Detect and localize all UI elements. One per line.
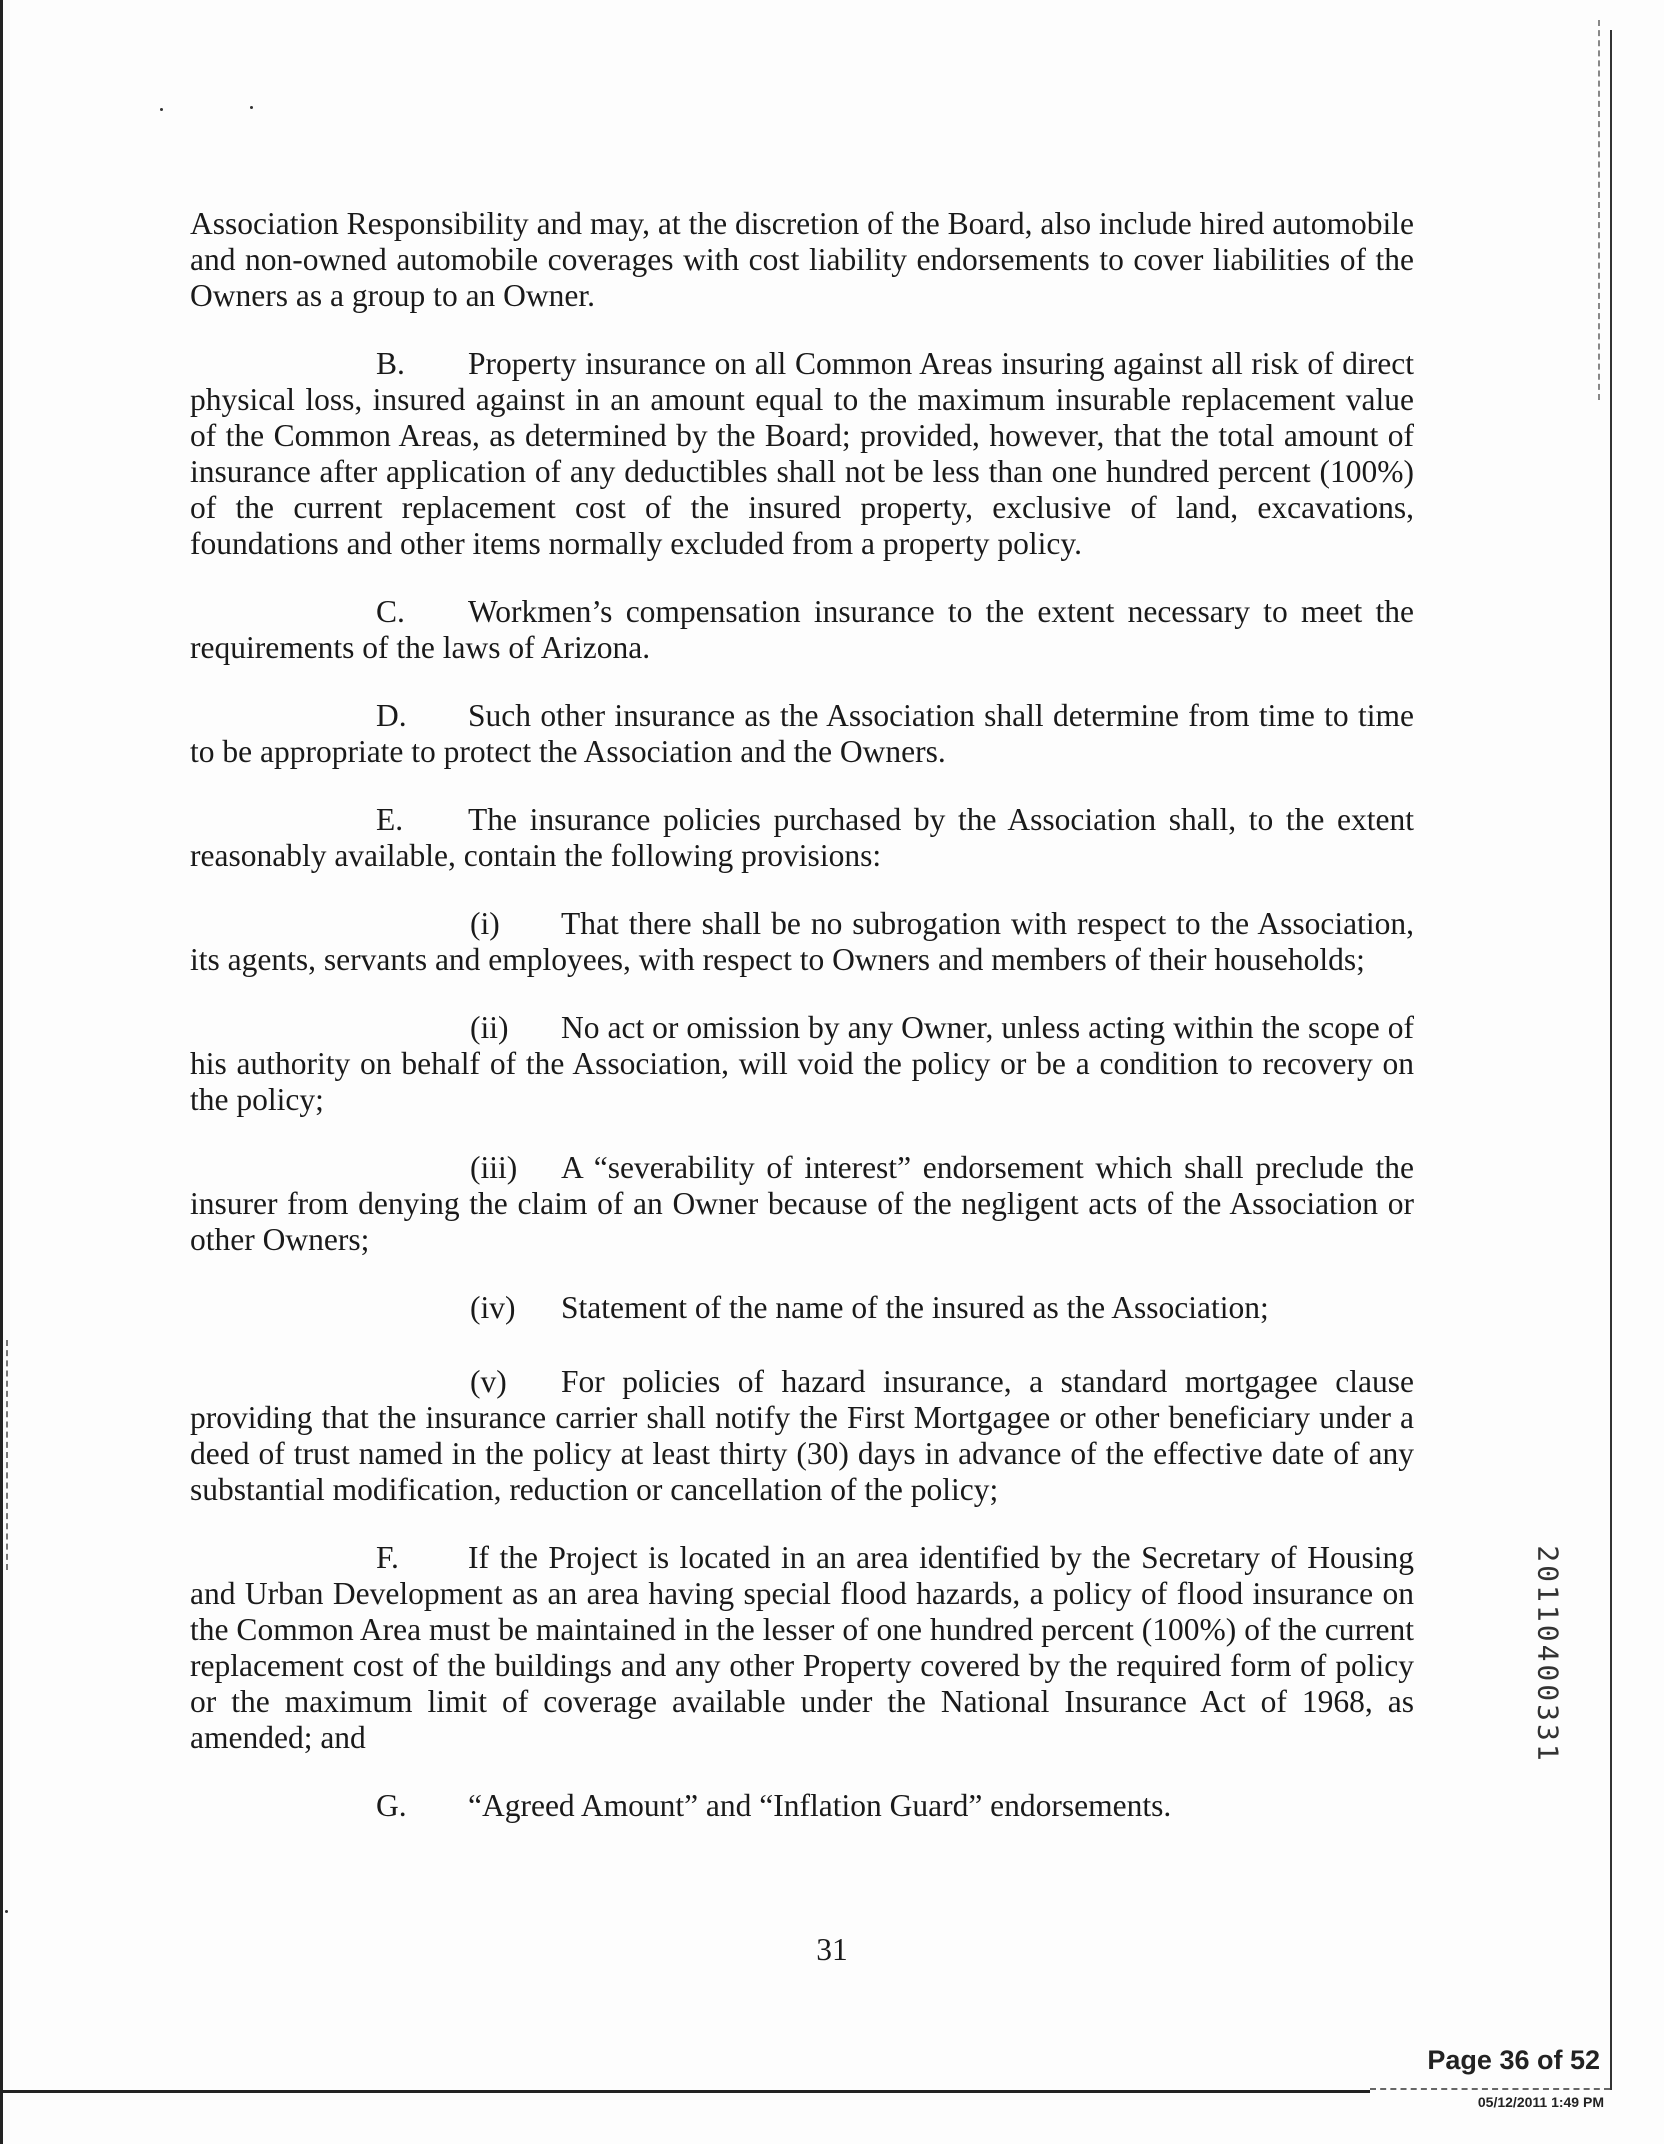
- paragraph-e: [190, 802, 1414, 874]
- paragraph-label: (ii): [470, 1010, 509, 1045]
- paragraph-label: (iii): [470, 1150, 518, 1185]
- paragraph-c: [190, 594, 1414, 666]
- paragraph-text: That there shall be no subrogation with respect to the Association, its agents, servants and employees, with respect to Owners and members of their households;: [190, 906, 1414, 977]
- paragraph-e-iv: [190, 1290, 1414, 1326]
- paragraph-text: A “severability of interest” endorsement which shall preclude the insurer from denying the claim of an Owner because of the negligent acts of the Association or other Owners;: [190, 1150, 1414, 1257]
- paragraph-text: For policies of hazard insurance, a standard mortgagee clause providing that the insurance carrier shall notify the First Mortgagee or other beneficiary under a deed of trust named in the policy at least thirty (30) days in advance of the effective date of any substantial modification, reduction or cancellation of the policy;: [190, 1364, 1414, 1507]
- paragraph-label: E.: [376, 802, 404, 837]
- page-of-label: Page 36 of 52: [1427, 2045, 1600, 2075]
- scan-speck: [160, 108, 163, 111]
- paragraph-text: Statement of the name of the insured as the Association;: [561, 1290, 1269, 1325]
- scan-left-edge: [0, 0, 3, 2144]
- paragraph-text: “Agreed Amount” and “Inflation Guard” endorsements.: [468, 1788, 1172, 1823]
- paragraph-text: If the Project is located in an area identified by the Secretary of Housing and Urban Development as an area having special flood hazards, a policy of flood insurance on the Common Area must be maintained in the lesser of one hundred percent (100%) of the current replacement cost of the buildings and any other Property covered by the required form of policy or the maximum limit of coverage available under the National Insurance Act of 1968, as amended; and: [190, 1540, 1414, 1755]
- paragraph-text: Such other insurance as the Association shall determine from time to time to be appropriate to protect the Association and the Owners.: [190, 698, 1414, 769]
- paragraph-text: Workmen’s compensation insurance to the extent necessary to meet the requirements of the laws of Arizona.: [190, 594, 1414, 665]
- paragraph-e-ii: [190, 1010, 1414, 1118]
- paragraph-e-v: [190, 1364, 1414, 1508]
- footer-rule: [0, 2090, 1370, 2093]
- recording-timestamp: 05/12/2011 1:49 PM: [1477, 2094, 1604, 2110]
- paragraph-e-iii: [190, 1150, 1414, 1258]
- footer-rule-dashed: [1370, 2088, 1610, 2090]
- scan-right-dashes: [1598, 20, 1600, 400]
- paragraph-g: [190, 1788, 1414, 1824]
- paragraph-label: F.: [376, 1540, 399, 1575]
- paragraph-text: Property insurance on all Common Areas insuring against all risk of direct physical loss, insured against in an amount equal to the maximum insurable replacement value of the Common Areas, as determined by the Board; provided, however, that the total amount of insurance after application of any deductibles shall not be less than one hundred percent (100%) of the current replacement cost of the insured property, exclusive of land, excavations, foundations and other items normally excluded from a property policy.: [190, 346, 1414, 561]
- paragraph-label: (i): [470, 906, 500, 941]
- recording-stamp: [1530, 1528, 1565, 1788]
- document-body: [190, 206, 1414, 1856]
- page-number: 31: [816, 1932, 848, 1967]
- paragraph-b: [190, 346, 1414, 562]
- paragraph-intro: [190, 206, 1414, 314]
- scan-left-dashes: [6, 1340, 8, 1570]
- paragraph-d: [190, 698, 1414, 770]
- scan-speck: [250, 106, 253, 109]
- scan-right-rule: [1610, 30, 1612, 2090]
- paragraph-label: G.: [376, 1788, 407, 1823]
- paragraph-text: The insurance policies purchased by the Association shall, to the extent reasonably available, contain the following provisions:: [190, 802, 1414, 873]
- paragraph-label: B.: [376, 346, 405, 381]
- paragraph-e-i: [190, 906, 1414, 978]
- paragraph-text: No act or omission by any Owner, unless acting within the scope of his authority on behalf of the Association, will void the policy or be a condition to recovery on the policy;: [190, 1010, 1414, 1117]
- paragraph-text: Association Responsibility and may, at the discretion of the Board, also include hired automobile and non-owned automobile coverages with cost liability endorsements to cover liabilities of the Owners as a group to an Owner.: [190, 206, 1414, 313]
- paragraph-label: D.: [376, 698, 407, 733]
- recording-stamp-number: 20110400331: [1531, 1545, 1565, 1764]
- paragraph-f: [190, 1540, 1414, 1756]
- paragraph-label: (iv): [470, 1290, 516, 1325]
- scan-speck: [5, 1910, 8, 1913]
- paragraph-label: (v): [470, 1364, 507, 1399]
- paragraph-label: C.: [376, 594, 405, 629]
